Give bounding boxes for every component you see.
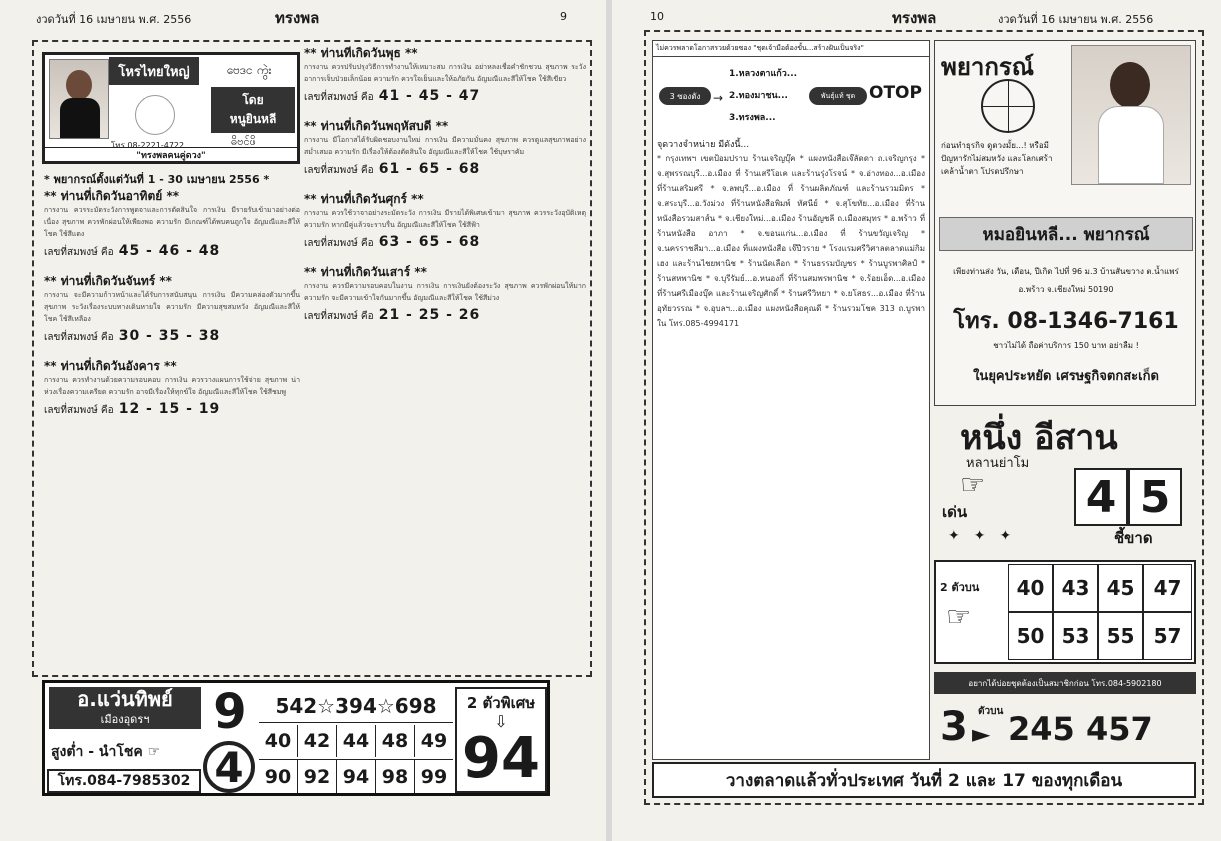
horo-info: เพียงท่านส่ง วัน, เดือน, ปีเกิด ไปที่ 96 ม.3 บ้านสันขวาง ต.น้ำแพร่ อ.พร้าว จ.เชียงใหม่ 50190 bbox=[953, 267, 1179, 294]
author-signature: ဓိဗင်ဖိ bbox=[231, 135, 256, 148]
arrow-icon: → bbox=[713, 91, 724, 105]
lucky-label: เลขที่สมพงษ์ คือ bbox=[44, 247, 114, 258]
section-text: การงาน มีโอกาสได้รับผิดชอบงานใหม่ การเงิน มีความมั่นคง สุขภาพ ควรดูแลสุขภาพอย่างสม่ำเสมอ ความรัก มีเรื่องให้ต้องตัดสินใจ อัญมณีและสีให้โชค ใช้บุษราคัม bbox=[304, 136, 586, 156]
author-name: หนูยินหลี bbox=[229, 112, 277, 126]
horoscope-ad bbox=[934, 40, 1196, 406]
special-box bbox=[455, 687, 547, 793]
three-numbers: 245 457 bbox=[1008, 710, 1153, 748]
isan-sub: หลานย่าโม bbox=[966, 456, 1030, 471]
section-title: ** ท่านที่เกิดวันศุกร์ ** bbox=[304, 192, 424, 206]
number-cell: 98 bbox=[376, 760, 415, 793]
two-label: 2 ตัวบน bbox=[940, 581, 980, 594]
lucky-label: เลขที่สมพงษ์ คือ bbox=[44, 405, 114, 416]
lucky-numbers: 30 - 35 - 38 bbox=[118, 328, 221, 344]
special-number: 94 bbox=[462, 726, 540, 791]
compass-icon bbox=[981, 79, 1035, 133]
lucky-label: เลขที่สมพงษ์ คือ bbox=[304, 165, 374, 176]
lottery-ad bbox=[42, 680, 550, 796]
section-title: ** ท่านที่เกิดวันอาทิตย์ ** bbox=[44, 189, 179, 203]
number-cell: 47 bbox=[1143, 564, 1192, 612]
isan-ad bbox=[934, 410, 1196, 560]
right-header bbox=[612, 6, 1221, 28]
number-row-1 bbox=[259, 725, 453, 757]
three-digit-box bbox=[934, 700, 1196, 758]
number-cell: 40 bbox=[1008, 564, 1053, 612]
section-friday bbox=[304, 192, 586, 251]
section-title: ** ท่านที่เกิดวันพุธ ** bbox=[304, 46, 418, 60]
horo-note: ก่อนทำธุรกิจ ดูดวงมั้ย...! หรือมีปัญหารักไม่สมหวัง และโลกเศร้า เคล้าน้ำตา โปรดปรึกษา bbox=[941, 141, 1053, 176]
number-cell: 49 bbox=[420, 730, 448, 752]
section-title: ** ท่านที่เกิดวันเสาร์ ** bbox=[304, 265, 427, 279]
section-text: การงาน ควรปรับปรุงวิธีการทำงานให้เหมาะสม การเงิน อย่าหลงเชื่อคำชักชวน สุขภาพ ระวังอาการเจ็บป่วยเล็กน้อย ความรัก ควรใจเย็นและให้อภัยกัน อัญมณีและสีให้โชค ใช้สีเขียว bbox=[304, 63, 586, 83]
author-box bbox=[211, 87, 295, 133]
right-page bbox=[612, 0, 1221, 841]
left-column bbox=[44, 172, 300, 672]
triple-numbers: 542☆394☆698 bbox=[259, 689, 453, 723]
astrology-wheel-icon bbox=[135, 95, 175, 135]
pack-item: 3.ทรงพล... bbox=[729, 113, 776, 123]
pack-item: 1.หลวงตาแก้ว... bbox=[729, 69, 798, 79]
section-tuesday bbox=[44, 359, 300, 418]
intro-line: * พยากรณ์ตั้งแต่วันที่ 1 - 30 เมษายน 2556 * bbox=[44, 173, 270, 186]
left-header bbox=[0, 6, 606, 28]
brand-name: ทรงพล bbox=[892, 9, 937, 27]
right-column bbox=[304, 46, 586, 666]
lucky-label: เลขที่สมพงษ์ คือ bbox=[44, 332, 114, 343]
section-text: การงาน จะมีความก้าวหน้าและได้รับการสนับสนุน การเงิน มีความคล่องตัวมากขึ้น สุขภาพ ระวังเรื่องระบบทางเดินหายใจ ความรัก มีความสุขสมหวัง อัญมณีและสีให้โชค ใช้สีเหลือง bbox=[44, 291, 300, 323]
number-cell: 53 bbox=[1053, 612, 1098, 660]
ad-phone: โทร.084-7985302 bbox=[47, 769, 201, 793]
two-digit-table bbox=[934, 560, 1196, 664]
left-page bbox=[0, 0, 606, 841]
number-cell: 99 bbox=[420, 765, 448, 788]
lead-digit-1: 4 bbox=[1074, 468, 1128, 526]
number-cell: 50 bbox=[1008, 612, 1053, 660]
decor-dots: ✦✦✦ bbox=[948, 528, 1026, 544]
ad-tag-text: สูงต่ำ - นำโชค bbox=[51, 744, 143, 760]
number-cell: 90 bbox=[259, 760, 298, 793]
down-arrow-icon: ⇩ bbox=[494, 712, 508, 731]
pack-item: 2.ทองมาชน... bbox=[729, 91, 788, 101]
number-cell: 42 bbox=[298, 725, 337, 757]
packs-block bbox=[653, 57, 929, 137]
banner-caption: "ทรงพลคนคู่ดวง" bbox=[45, 147, 297, 161]
bottom-digit: 4 bbox=[203, 741, 255, 793]
section-thursday bbox=[304, 119, 586, 178]
ad-name: อ.แว่นทิพย์ bbox=[77, 687, 173, 711]
dealers-intro: จุดวางจำหน่าย มีดังนี้... bbox=[657, 140, 750, 150]
issue-date: งวดวันที่ 16 เมษายน พ.ศ. 2556 bbox=[998, 13, 1154, 26]
section-text: การงาน ควรทำงานด้วยความรอบคอบ การเงิน ควรวางแผนการใช้จ่าย สุขภาพ น่าห่วงเรื่องความเครียด ความรัก อาจมีเรื่องให้ทุกข์ใจ อัญมณีและสีให้โชค ใช้สีชมพู bbox=[44, 376, 300, 396]
banner-title: โหรไทยใหญ่ bbox=[109, 57, 199, 85]
lucky-numbers: 61 - 65 - 68 bbox=[378, 161, 481, 177]
arrow-right-icon: ► bbox=[972, 720, 991, 748]
number-cell: 45 bbox=[1098, 564, 1143, 612]
slogan: ไม่ควรพลาดโอกาสรวยด้วยซอง "ชุดเจ้ามือต้องขั้น...สร้างฝันเป็นจริง" bbox=[653, 41, 929, 57]
horo-phone: โทร. 08-1346-7161 bbox=[953, 309, 1179, 334]
fortune-teller-photo bbox=[1071, 45, 1191, 185]
number-cell: 94 bbox=[337, 760, 376, 793]
section-sunday bbox=[44, 189, 300, 260]
footer-banner: วางตลาดแล้วทั่วประเทศ วันที่ 2 และ 17 ของทุกเดือน bbox=[652, 762, 1196, 798]
section-title: ** ท่านที่เกิดวันจันทร์ ** bbox=[44, 274, 172, 288]
number-cell: 92 bbox=[298, 760, 337, 793]
dealer-list: * กรุงเทพฯ เขตป้อมปราบ ร้านเจริญบุ๊ค * แผงหนังสือเจ๊ลัดดา ถ.เจริญกรุง * จ.สุพรรณบุรี...อ.เมือง ที่ ร้านเสรีโอเค และร้านรุ่งโรจน์ * จ.อ่างทอง...อ.เมือง ที่ร้านเสริมศรี * จ.ลพบุรี...อ.เมือง ที่ ร้านผลิตภัณฑ์ และร้านรวมมิตร * จ.สระบุรี...อ.วังม่วง ที่ร้านหนังสือพิมพ์ ทัศนีย์ * จ.สุโขทัย...อ.เมือง ที่ร้านหนังสือรวมสาส์น * จ.เชียงใหม่...อ.เมือง ร้านอัญชลี ถ.เมืองสมุทร * อ.พร้าว ที่ร้านหนังสือ อาภา * จ.ขอนแก่น...อ.เมือง ที่ ร้านขวัญเจริญ * จ.นครราชสีมา...อ.เมือง ที่แผงหนังสือ เจ๊ปีวราย * โรงแรมศรีวิศาลตลาดแม่กิมเฮง และร้านไชยพานิช * ร้านนัดเลือก * ร้านธรรมบัญชร * ร้านบูรพาศิลป์ * ร้านสหพานิช * จ.บุรีรัมย์...อ.หนองกี่ ที่ร้านสมพรพานิช * จ.ร้อยเอ็ด...อ.เมือง ที่ร้านศรีเมืองบุ๊ค และร้านเจริญศักดิ์ * ร้านศรีวิทยา * จ.ยโสธร...อ.เมือง ที่ร้านอุทัยวรรณ * จ.อุบลฯ...อ.เมือง แผงหนังสือคุณดี * ร้านรวมโชค 313 ถ.บูรพาใน โทร.085-4994171 bbox=[657, 154, 925, 328]
issue-date: งวดวันที่ 16 เมษายน พ.ศ. 2556 bbox=[36, 13, 192, 26]
number-cell: 57 bbox=[1143, 612, 1192, 660]
lucky-numbers: 12 - 15 - 19 bbox=[118, 401, 221, 417]
three-label: ตัวบน bbox=[978, 706, 1004, 717]
decide-label: ชี้ขาด bbox=[1114, 529, 1153, 547]
section-monday bbox=[44, 274, 300, 345]
lucky-numbers: 41 - 45 - 47 bbox=[378, 88, 481, 104]
pointing-hand-icon: ☞ bbox=[946, 600, 972, 633]
section-text: การงาน ควรใช้วาจาอย่างระมัดระวัง การเงิน มีรายได้พิเศษเข้ามา สุขภาพ ควรระวังอุบัติเหตุ ความรัก หากมีคู่แล้วจะราบรื่น อัญมณีและสีให้โชค ใช้สีฟ้า bbox=[304, 209, 586, 229]
horo-fee: ชาวไม่ได้ ถือค่าบริการ 150 บาท อย่าลืม ! bbox=[993, 341, 1139, 350]
packs-list bbox=[729, 63, 797, 129]
banner-burmese: ဗေဒင ကွဲး bbox=[226, 63, 272, 77]
number-cell: 43 bbox=[1053, 564, 1098, 612]
dealer-column bbox=[652, 40, 930, 760]
number-cell: 48 bbox=[376, 725, 415, 757]
three-digit: 3 bbox=[940, 704, 968, 750]
brand-name: ทรงพล bbox=[275, 9, 320, 27]
section-title: ** ท่านที่เกิดวันพฤหัสบดี ** bbox=[304, 119, 449, 133]
author-photo bbox=[49, 59, 109, 139]
horoscope-banner bbox=[42, 52, 300, 164]
ad-name-box bbox=[49, 687, 201, 729]
number-row-2 bbox=[259, 759, 453, 793]
number-cell: 55 bbox=[1098, 612, 1143, 660]
author-by: โดย bbox=[242, 93, 264, 107]
packs-label: 3 ซองดัง bbox=[659, 87, 711, 105]
number-cell: 40 bbox=[259, 725, 298, 757]
lead-digit-2: 5 bbox=[1128, 468, 1182, 526]
lucky-label: เลขที่สมพงษ์ คือ bbox=[304, 238, 374, 249]
section-saturday bbox=[304, 265, 586, 324]
section-title: ** ท่านที่เกิดวันอังคาร ** bbox=[44, 359, 177, 373]
horo-tagline: ในยุคประหยัด เศรษฐกิจตกสะเก็ด bbox=[973, 369, 1159, 384]
page-number: 9 bbox=[560, 10, 567, 23]
top-digit: 9 bbox=[213, 684, 247, 740]
lucky-numbers: 45 - 46 - 48 bbox=[118, 243, 221, 259]
horo-title: พยากรณ์ bbox=[941, 53, 1035, 81]
banner-phone: โทร.08-2221-4722 bbox=[111, 141, 185, 150]
lucky-label: เลขที่สมพงษ์ คือ bbox=[304, 311, 374, 322]
otop-text: OTOP bbox=[869, 83, 922, 103]
section-text: การงาน ควรมีความรอบคอบในงาน การเงิน การเงินยังต้องระวัง สุขภาพ ควรพักผ่อนให้มาก ความรัก จะมีความเข้าใจกันมากขึ้น อัญมณีและสีให้โชค ใช้สีม่วง bbox=[304, 282, 586, 302]
lucky-numbers: 21 - 25 - 26 bbox=[378, 307, 481, 323]
member-bar: อยากได้บ่อยชุดต้องเป็นสมาชิกก่อน โทร.084-5902180 bbox=[934, 672, 1196, 694]
lucky-label: เลขที่สมพงษ์ คือ bbox=[304, 92, 374, 103]
number-cell: 44 bbox=[337, 725, 376, 757]
packs-badge: พันธุ์แท้ ชุด bbox=[809, 87, 867, 105]
isan-title: หนึ่ง อีสาน bbox=[960, 418, 1118, 458]
ad-tagline bbox=[51, 741, 160, 763]
section-text: การงาน ควรระมัดระวังการพูดจาและการตัดสินใจ การเงิน มีรายรับเข้ามาอย่างต่อเนื่อง สุขภาพ ควรพักผ่อนให้เพียงพอ ความรัก มีเกณฑ์ได้พบคนถูกใจ อัญมณีและสีให้โชค ใช้สีแดง bbox=[44, 206, 300, 238]
isan-lead: เด่น bbox=[942, 503, 968, 521]
pointing-hand-icon: ☞ bbox=[147, 744, 161, 760]
section-wednesday bbox=[304, 46, 586, 105]
ad-sub: เมืองอุดรฯ bbox=[100, 713, 150, 726]
page-number: 10 bbox=[650, 10, 664, 23]
horo-banner: หมอยินหลี... พยากรณ์ bbox=[939, 217, 1193, 251]
lucky-numbers: 63 - 65 - 68 bbox=[378, 234, 481, 250]
special-label: 2 ตัวพิเศษ bbox=[466, 694, 536, 712]
pointing-hand-icon: ☞ bbox=[960, 468, 986, 501]
